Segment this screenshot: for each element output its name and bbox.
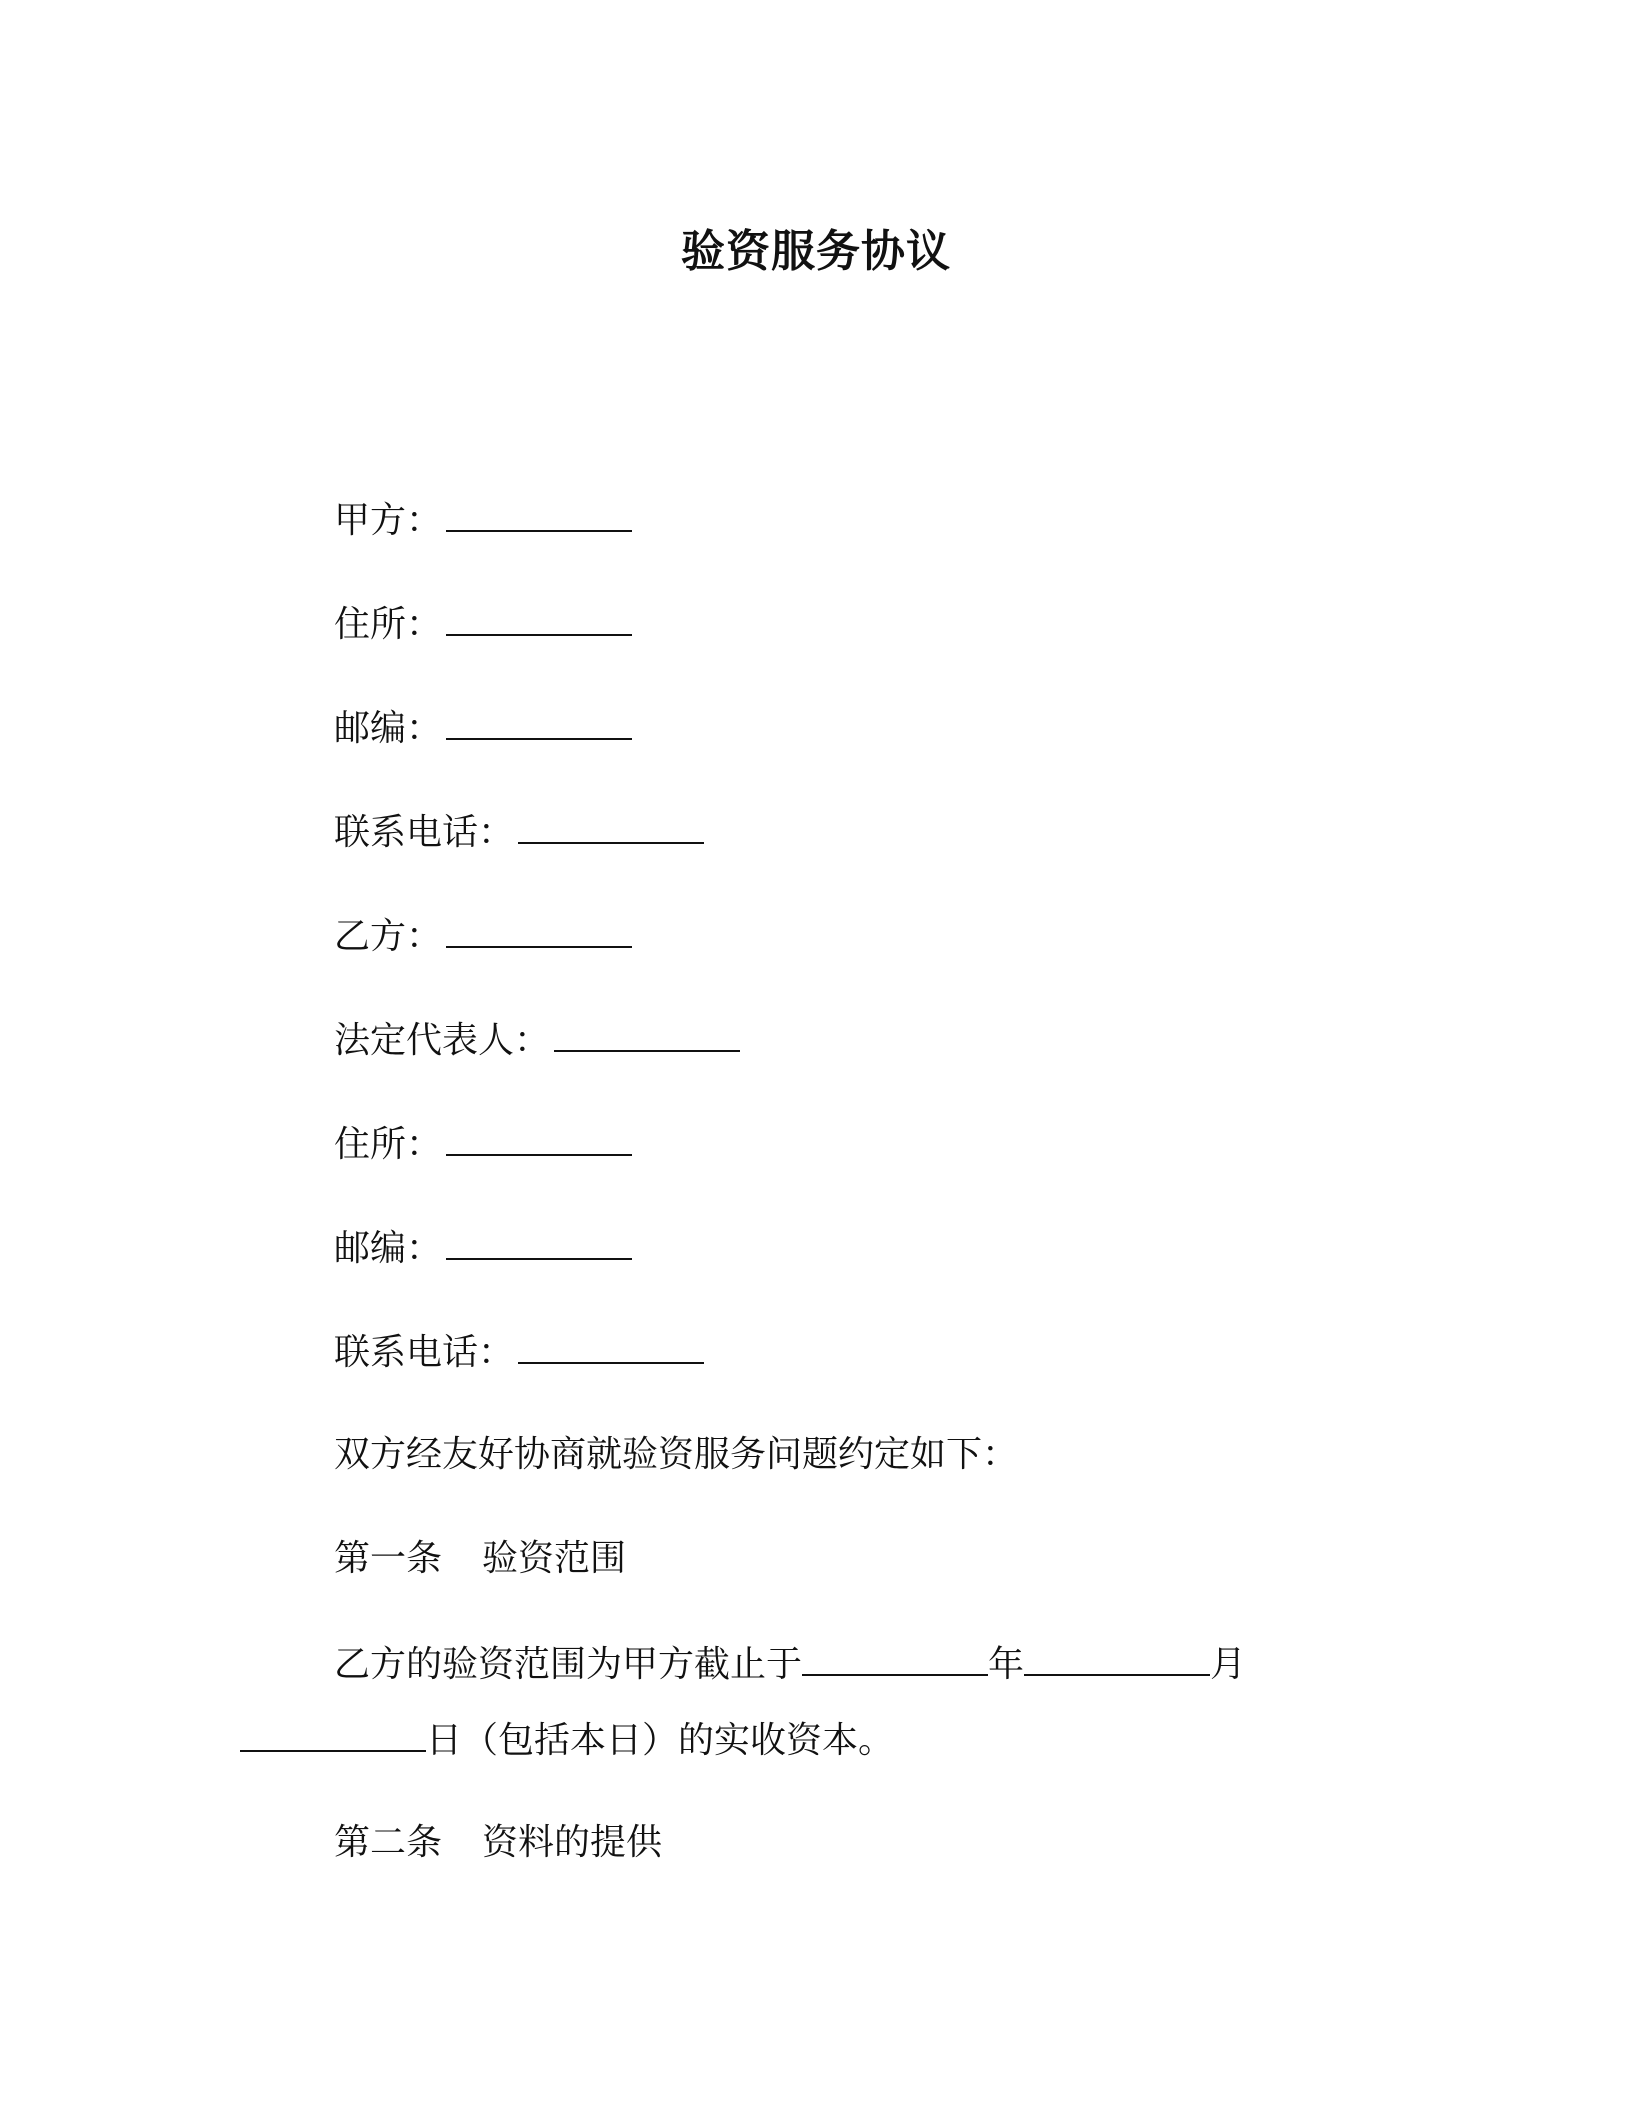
party-b-legal-rep-blank[interactable] — [554, 1014, 740, 1052]
article-1-year-blank[interactable] — [802, 1638, 988, 1676]
party-a-postcode-label: 邮编： — [334, 708, 443, 749]
article-1-text-line-1 — [334, 1638, 1246, 1690]
document-title: 验资服务协议 — [681, 226, 951, 277]
article-1-text-part2: 日（包括本日）的实收资本。 — [426, 1720, 895, 1761]
party-b-address-line — [334, 1118, 632, 1170]
intro-paragraph: 双方经友好协商就验资服务问题约定如下： — [334, 1434, 1019, 1475]
party-a-postcode-line — [334, 702, 632, 754]
party-b-address-blank[interactable] — [446, 1118, 632, 1156]
article-1-month-label: 月 — [1210, 1644, 1247, 1685]
article-1-heading — [334, 1534, 626, 1584]
party-a-line — [334, 494, 632, 546]
party-b-address-label: 住所： — [334, 1124, 443, 1165]
article-1-year-label: 年 — [988, 1644, 1025, 1685]
party-b-postcode-line — [334, 1222, 632, 1274]
article-1-month-blank[interactable] — [1024, 1638, 1210, 1676]
party-b-line — [334, 910, 632, 962]
party-b-blank[interactable] — [446, 910, 632, 948]
party-b-postcode-label: 邮编： — [334, 1228, 443, 1269]
party-a-phone-label: 联系电话： — [334, 812, 515, 853]
party-b-phone-blank[interactable] — [518, 1326, 704, 1364]
article-1-day-blank[interactable] — [240, 1714, 426, 1752]
party-b-label: 乙方： — [334, 916, 443, 957]
party-a-phone-blank[interactable] — [518, 806, 704, 844]
party-b-legal-rep-line — [334, 1014, 740, 1066]
party-b-phone-line — [334, 1326, 704, 1378]
party-b-postcode-blank[interactable] — [446, 1222, 632, 1260]
party-a-address-label: 住所： — [334, 604, 443, 645]
article-2-number: 第二条 — [334, 1822, 443, 1863]
party-a-address-blank[interactable] — [446, 598, 632, 636]
party-a-label: 甲方： — [334, 500, 443, 541]
article-1-number: 第一条 — [334, 1538, 443, 1579]
party-b-phone-label: 联系电话： — [334, 1332, 515, 1373]
party-a-address-line — [334, 598, 632, 650]
article-2-title: 资料的提供 — [482, 1822, 663, 1863]
party-b-legal-rep-label: 法定代表人： — [334, 1020, 551, 1061]
article-1-title: 验资范围 — [482, 1538, 627, 1579]
article-2-heading — [334, 1818, 662, 1868]
article-1-text-line-2 — [240, 1714, 894, 1766]
party-a-postcode-blank[interactable] — [446, 702, 632, 740]
party-a-phone-line — [334, 806, 704, 858]
article-1-text-part1: 乙方的验资范围为甲方截止于 — [334, 1644, 803, 1685]
party-a-blank[interactable] — [446, 494, 632, 532]
